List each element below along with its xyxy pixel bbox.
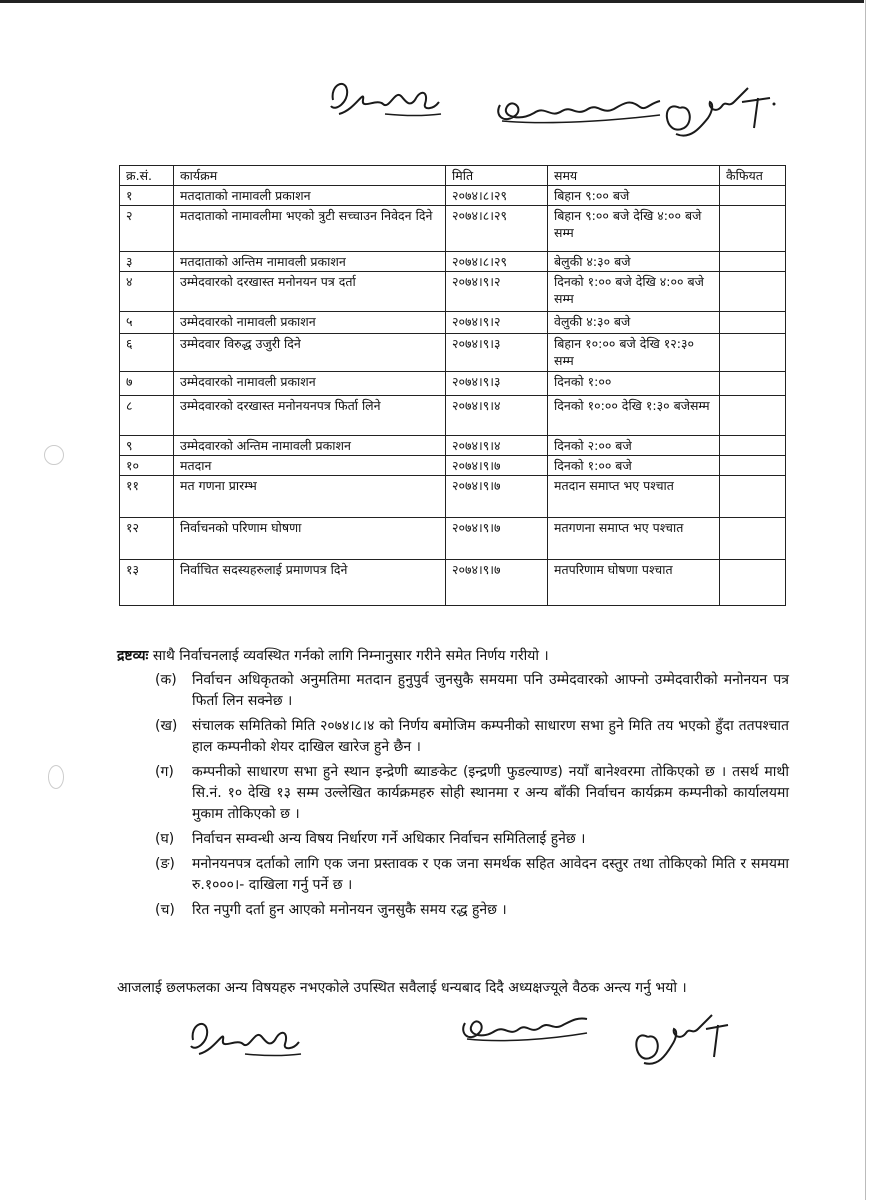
note-marker: (घ) (155, 831, 175, 847)
cell-remarks (720, 372, 786, 396)
cell-remarks (720, 476, 786, 518)
table-row (120, 456, 786, 476)
cell-date: २०७४।९।४ (446, 436, 548, 456)
election-schedule-table (119, 165, 786, 606)
note-item (117, 716, 789, 758)
cell-serial: ५ (120, 312, 174, 334)
cell-date: २०७४।९।२ (446, 312, 548, 334)
note-text: निर्वाचन सम्वन्धी अन्य विषय निर्धारण गर्ने अधिकार निर्वाचन समितिलाई हुनेछ । (192, 831, 586, 847)
cell-time: मतदान समाप्त भए पश्चात (548, 476, 720, 518)
page-top-border (0, 0, 864, 3)
cell-time: मतगणना समाप्त भए पश्चात (548, 518, 720, 560)
cell-serial: २ (120, 206, 174, 252)
cell-remarks (720, 396, 786, 436)
cell-program: उम्मेदवार विरुद्ध उजुरी दिने (174, 334, 446, 372)
cell-program: मतदाताको अन्तिम नामावली प्रकाशन (174, 252, 446, 272)
cell-time: बिहान ९:०० बजे (548, 186, 720, 206)
table-row (120, 436, 786, 456)
cell-program: उम्मेदवारको नामावली प्रकाशन (174, 372, 446, 396)
notes-label: द्रष्टव्यः (117, 648, 149, 664)
cell-time: बिहान १०:०० बजे देखि १२:३० सम्म (548, 334, 720, 372)
header-remarks: कैफियत (720, 166, 786, 186)
table-row (120, 476, 786, 518)
note-item (117, 854, 789, 896)
header-date: मिति (446, 166, 548, 186)
cell-date: २०७४।९।४ (446, 396, 548, 436)
cell-serial: ८ (120, 396, 174, 436)
cell-program: निर्वाचनको परिणाम घोषणा (174, 518, 446, 560)
page-right-edge (865, 0, 866, 1200)
signature-bottom-2 (455, 1005, 595, 1051)
cell-serial: ३ (120, 252, 174, 272)
cell-program: उम्मेदवारको दरखास्त मनोनयनपत्र फिर्ता लिने (174, 396, 446, 436)
cell-time: दिनको २:०० बजे (548, 436, 720, 456)
notes-intro: साथै निर्वाचनलाई व्यवस्थित गर्नको लागि निम्नानुसार गरीने समेत निर्णय गरीयो । (152, 648, 549, 664)
cell-serial: ४ (120, 272, 174, 312)
cell-program: मत गणना प्रारम्भ (174, 476, 446, 518)
cell-date: २०७४।९।७ (446, 476, 548, 518)
cell-remarks (720, 560, 786, 606)
note-marker: (च) (155, 902, 175, 918)
cell-date: २०७४।८।२९ (446, 186, 548, 206)
cell-remarks (720, 186, 786, 206)
header-program: कार्यक्रम (174, 166, 446, 186)
note-item (117, 829, 789, 850)
note-text: मनोनयनपत्र दर्ताको लागि एक जना प्रस्तावक र एक जना समर्थक सहित आवेदन दस्तुर तथा तोकिएको मिति र समयमा रु.१०००।- दाखिला गर्नु पर्ने छ । (192, 856, 789, 893)
cell-time: दिनको १०:०० देखि १:३० बजेसम्म (548, 396, 720, 436)
header-time: समय (548, 166, 720, 186)
signature-top-3 (650, 68, 780, 148)
cell-remarks (720, 436, 786, 456)
cell-time: बेलुकी ४:३० बजे (548, 252, 720, 272)
note-marker: (ग) (155, 764, 174, 780)
note-item (117, 762, 789, 825)
cell-date: २०७४।९।२ (446, 272, 548, 312)
cell-date: २०७४।९।३ (446, 372, 548, 396)
table-row (120, 396, 786, 436)
cell-date: २०७४।९।३ (446, 334, 548, 372)
closing-paragraph: आजलाई छलफलका अन्य विषयहरु नभएकोले उपस्थित सवैलाई धन्यबाद दिदै अध्यक्षज्यूले वैठक अन्त्य गर्नु भयो । (117, 980, 687, 996)
cell-date: २०७४।९।७ (446, 456, 548, 476)
cell-program: उम्मेदवारको दरखास्त मनोनयन पत्र दर्ता (174, 272, 446, 312)
table-row (120, 372, 786, 396)
cell-program: उम्मेदवारको नामावली प्रकाशन (174, 312, 446, 334)
cell-remarks (720, 312, 786, 334)
table-row (120, 312, 786, 334)
signature-top-1 (325, 70, 445, 130)
paper-speck (44, 445, 64, 465)
cell-time: वेलुकी ४:३० बजे (548, 312, 720, 334)
table-row (120, 252, 786, 272)
cell-program: मतदाताको नामावलीमा भएको त्रुटी सच्चाउन निवेदन दिने (174, 206, 446, 252)
table-row (120, 334, 786, 372)
cell-remarks (720, 206, 786, 252)
cell-remarks (720, 252, 786, 272)
table-row (120, 560, 786, 606)
signature-bottom-3 (622, 995, 732, 1075)
table-row (120, 518, 786, 560)
header-serial: क्र.सं. (120, 166, 174, 186)
cell-program: मतदाताको नामावली प्रकाशन (174, 186, 446, 206)
cell-remarks (720, 456, 786, 476)
table-row (120, 186, 786, 206)
note-text: निर्वाचन अधिकृतको अनुमतिमा मतदान हुनुपुर्व जुनसुकै समयमा पनि उम्मेदवारको आफ्नो उम्मेदवारीको मनोनयन पत्र फिर्ता लिन सक्नेछ । (192, 672, 789, 709)
cell-serial: ७ (120, 372, 174, 396)
cell-time: दिनको १:०० बजे देखि ४:०० बजे सम्म (548, 272, 720, 312)
cell-serial: ९ (120, 436, 174, 456)
cell-remarks (720, 272, 786, 312)
paper-speck (48, 765, 64, 789)
note-marker: (ङ) (155, 856, 175, 872)
note-marker: (ख) (155, 718, 178, 734)
notes-heading (117, 646, 789, 667)
cell-serial: ६ (120, 334, 174, 372)
cell-date: २०७४।८।२९ (446, 206, 548, 252)
signature-top-2 (490, 85, 670, 135)
table-row (120, 272, 786, 312)
cell-serial: १३ (120, 560, 174, 606)
note-item (117, 900, 789, 921)
cell-date: २०७४।९।७ (446, 560, 548, 606)
note-text: संचालक समितिको मिति २०७४।८।४ को निर्णय बमोजिम कम्पनीको साधारण सभा हुने मिति तय भएको हुँदा ततपश्चात हाल कम्पनीको शेयर दाखिल खारेज हुने छैन । (192, 718, 789, 755)
note-marker: (क) (155, 672, 177, 688)
cell-serial: १२ (120, 518, 174, 560)
cell-time: मतपरिणाम घोषणा पश्चात (548, 560, 720, 606)
cell-time: दिनको १:०० (548, 372, 720, 396)
cell-time: बिहान ९:०० बजे देखि ४:०० बजे सम्म (548, 206, 720, 252)
signature-bottom-1 (185, 1010, 305, 1070)
table-row (120, 206, 786, 252)
note-item (117, 670, 789, 712)
cell-date: २०७४।९।७ (446, 518, 548, 560)
cell-time: दिनको १:०० बजे (548, 456, 720, 476)
cell-serial: १ (120, 186, 174, 206)
cell-program: उम्मेदवारको अन्तिम नामावली प्रकाशन (174, 436, 446, 456)
table-header-row (120, 166, 786, 186)
notes-section (117, 646, 789, 925)
cell-remarks (720, 518, 786, 560)
cell-remarks (720, 334, 786, 372)
cell-serial: १० (120, 456, 174, 476)
note-text: रित नपुगी दर्ता हुन आएको मनोनयन जुनसुकै समय रद्ध हुनेछ । (192, 902, 507, 918)
cell-program: निर्वाचित सदस्यहरुलाई प्रमाणपत्र दिने (174, 560, 446, 606)
cell-serial: ११ (120, 476, 174, 518)
note-text: कम्पनीको साधारण सभा हुने स्थान इन्द्रेणी ब्याङकेट (इन्द्रणी फुडल्याण्ड) नयाँ बानेश्वरमा तोकिएको छ । तसर्थ माथी सि.नं. १० देखि १३ सम्म उल्लेखित कार्यक्रमहरु सोही स्थानमा र अन्य बाँकी निर्वाचन कार्यक्रम कम्पनीको कार्यालयमा मुकाम तोकिएको छ । (192, 764, 789, 822)
cell-date: २०७४।८।२९ (446, 252, 548, 272)
cell-program: मतदान (174, 456, 446, 476)
